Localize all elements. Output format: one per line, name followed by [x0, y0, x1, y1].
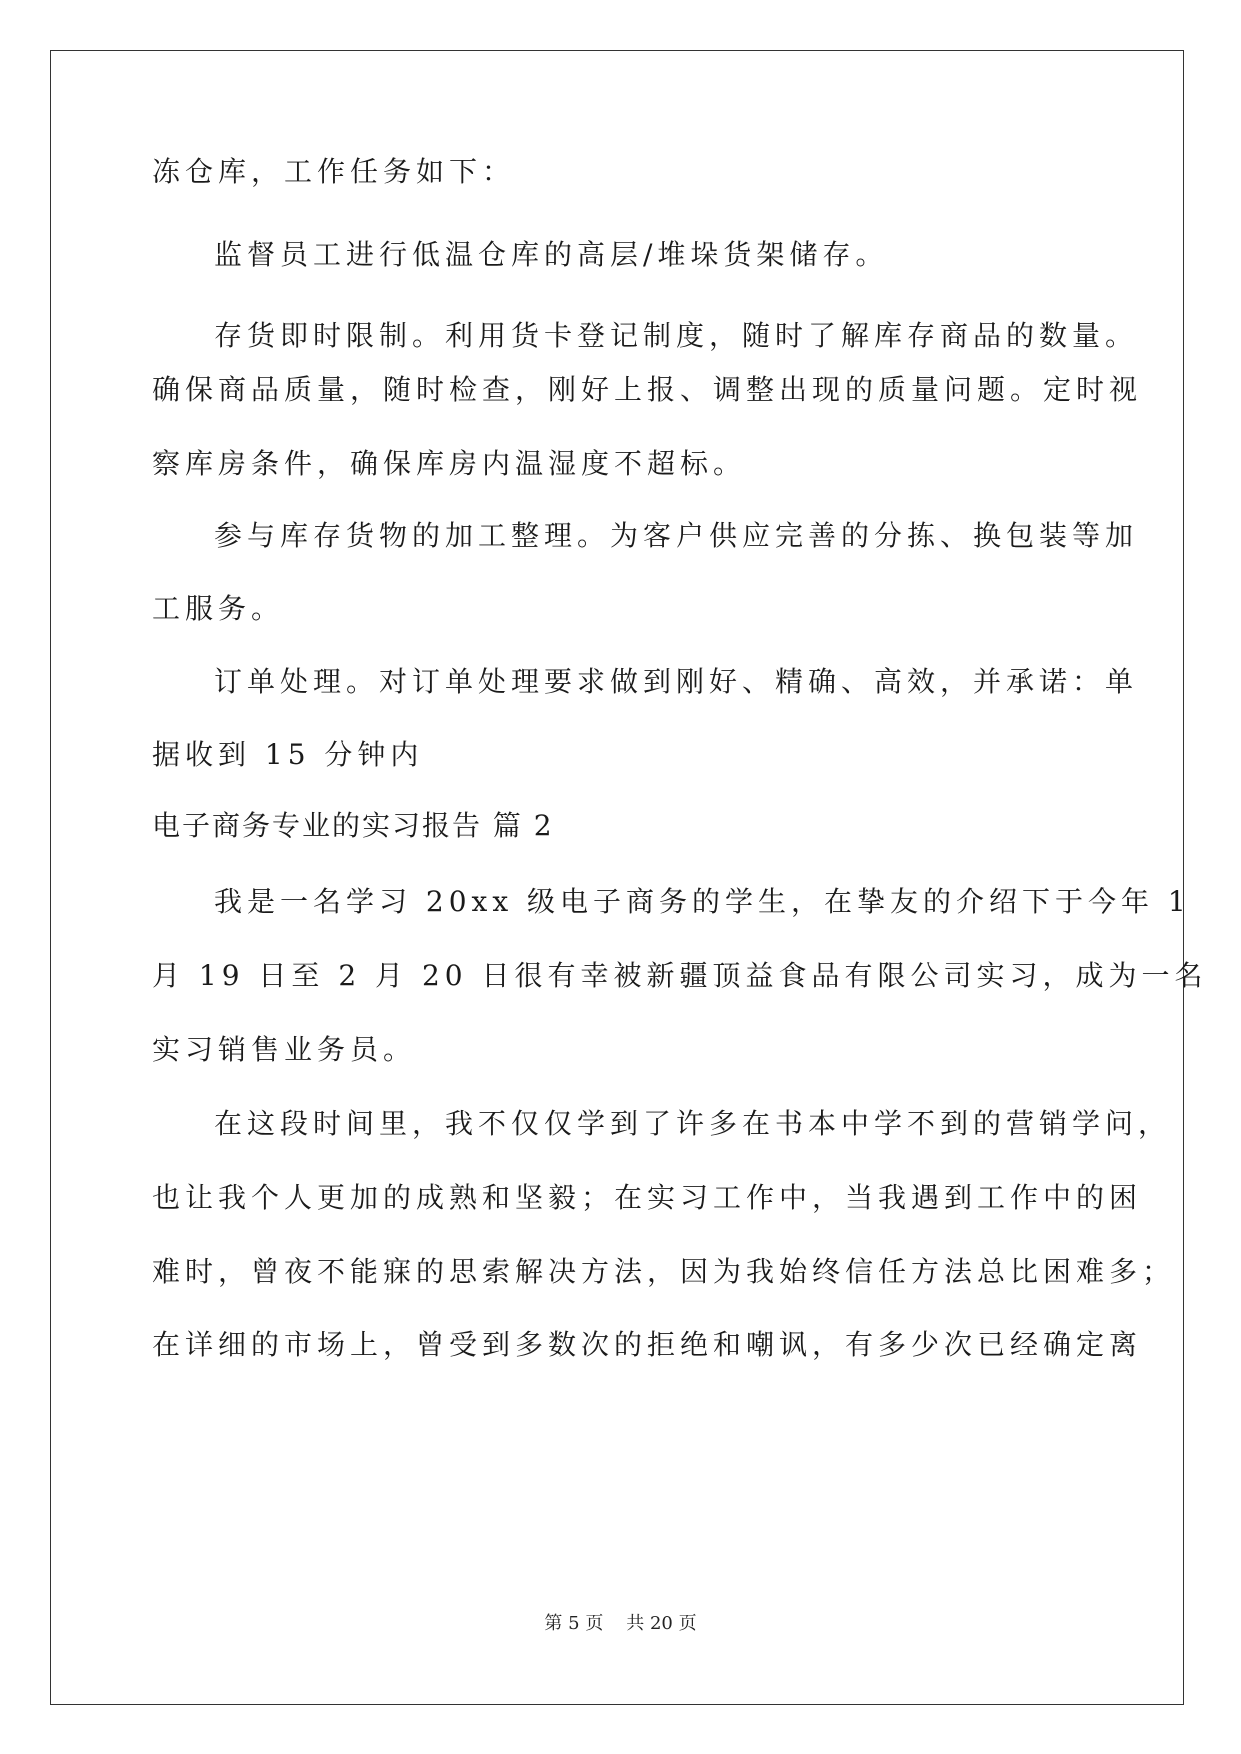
text-line: 月 19 日至 2 月 20 日很有幸被新疆顶益食品有限公司实习，成为一名 — [152, 959, 1208, 992]
text-line: 监督员工进行低温仓库的高层/堆垛货架储存。 — [214, 238, 889, 271]
section-heading: 电子商务专业的实习报告 篇 2 — [152, 809, 554, 842]
page-footer — [0, 1612, 1241, 1636]
page-total: 共 20 页 — [626, 1613, 697, 1634]
text-line: 在这段时间里，我不仅仅学到了许多在书本中学不到的营销学问， — [214, 1107, 1172, 1140]
text-line: 订单处理。对订单处理要求做到刚好、精确、高效，并承诺：单 — [214, 665, 1139, 698]
text-line: 存货即时限制。利用货卡登记制度，随时了解库存商品的数量。 — [214, 319, 1139, 352]
text-line: 确保商品质量，随时检查，刚好上报、调整出现的质量问题。定时视 — [152, 373, 1143, 406]
text-line: 实习销售业务员。 — [152, 1033, 417, 1066]
text-line: 察库房条件，确保库房内温湿度不超标。 — [152, 447, 747, 480]
page-number: 第 5 页 — [544, 1613, 604, 1634]
text-line: 冻仓库，工作任务如下： — [152, 155, 516, 188]
text-line: 难时，曾夜不能寐的思索解决方法，因为我始终信任方法总比困难多； — [152, 1255, 1176, 1288]
text-line: 工服务。 — [152, 592, 285, 625]
page-border — [50, 50, 1208, 1705]
text-line: 我是一名学习 20xx 级电子商务的学生，在挚友的介绍下于今年 1 — [214, 885, 1191, 918]
text-line: 参与库存货物的加工整理。为客户供应完善的分拣、换包装等加 — [214, 519, 1139, 552]
text-line: 也让我个人更加的成熟和坚毅；在实习工作中，当我遇到工作中的困 — [152, 1181, 1143, 1214]
text-line: 据收到 15 分钟内 — [152, 738, 424, 771]
text-line: 在详细的市场上，曾受到多数次的拒绝和嘲讽，有多少次已经确定离 — [152, 1328, 1143, 1361]
